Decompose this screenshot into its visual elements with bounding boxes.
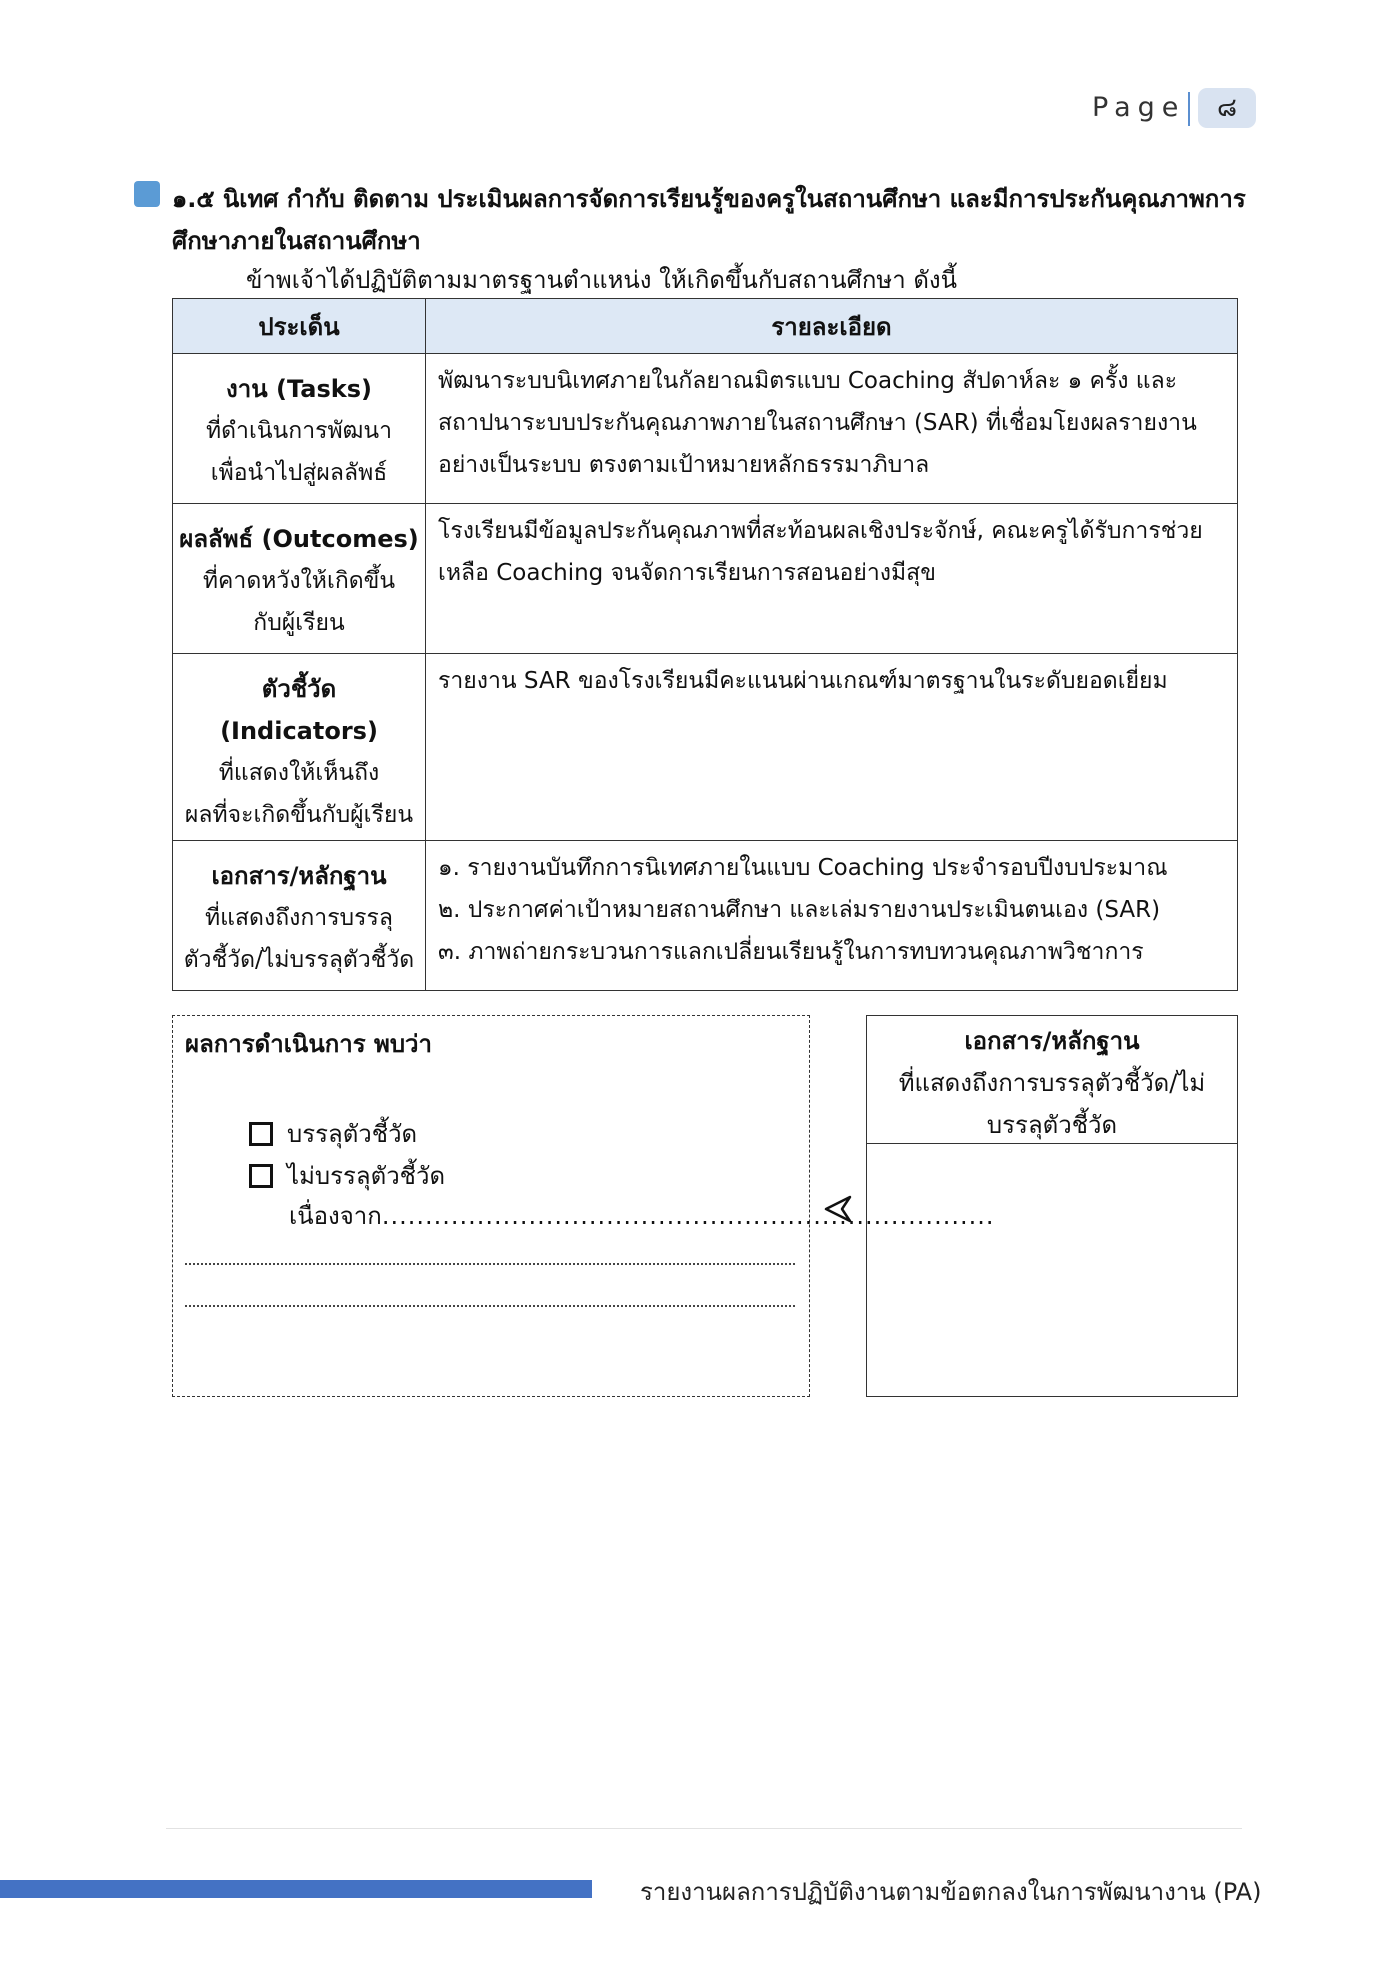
evidence-box-subtitle: ที่แสดงถึงการบรรลุตัวชี้วัด/ไม่ [898, 1069, 1206, 1097]
row-sub: ที่ดำเนินการพัฒนา [205, 418, 393, 444]
evidence-box-header [867, 1016, 1237, 1144]
evidence-item: ๒. ประกาศค่าเป้าหมายสถานศึกษา และเล่มรายงานประเมินตนเอง (SAR) [438, 897, 1161, 923]
row-topic [173, 841, 426, 991]
table-row [173, 654, 1238, 841]
table-header-row [173, 299, 1238, 354]
row-detail: รายงาน SAR ของโรงเรียนมีคะแนนผ่านเกณฑ์มาตรฐานในระดับยอดเยี่ยม [426, 654, 1238, 841]
option-achieved[interactable] [249, 1114, 417, 1153]
header-detail: รายละเอียด [426, 299, 1238, 354]
row-sub: ที่คาดหวังให้เกิดขึ้น [202, 568, 396, 594]
option-achieved-label: บรรลุตัวชี้วัด [287, 1120, 418, 1148]
row-detail: พัฒนาระบบนิเทศภายในกัลยาณมิตรแบบ Coaching สัปดาห์ละ ๑ ครั้ง และสถาปนาระบบประกันคุณภาพภายในสถานศึกษา (SAR) ที่เชื่อมโยงผลรายงานอย่างเป็นระบบ ตรงตามเป้าหมายหลักธรรมาภิบาล [426, 354, 1238, 504]
table-row [173, 354, 1238, 504]
footer-text: รายงานผลการปฏิบัติงานตามข้อตกลงในการพัฒนางาน (PA) [640, 1878, 1262, 1906]
section-heading: ๑.๕ นิเทศ กำกับ ติดตาม ประเมินผลการจัดการเรียนรู้ของครูในสถานศึกษา และมีการประกันคุณภาพการศึกษาภายในสถานศึกษา [172, 185, 1246, 255]
because-label: เนื่องจาก [289, 1202, 382, 1230]
section-bullet-icon [134, 181, 160, 207]
evidence-box-subtitle: บรรลุตัวชี้วัด [986, 1111, 1118, 1139]
evidence-item: ๑. รายงานบันทึกการนิเทศภายในแบบ Coaching ประจำรอบปีงบประมาณ [438, 855, 1168, 881]
page-number: ๘ [1198, 88, 1256, 128]
row-sub: ที่แสดงถึงการบรรลุ [205, 905, 393, 931]
because-dots: ....................................................................... [381, 1202, 995, 1230]
option-not-achieved[interactable] [249, 1156, 445, 1195]
row-title: ตัวชี้วัด (Indicators) [220, 675, 378, 745]
checkbox-achieved[interactable] [249, 1122, 273, 1146]
row-title: เอกสาร/หลักฐาน [211, 862, 387, 890]
table-row [173, 841, 1238, 991]
row-topic [173, 354, 426, 504]
row-detail: โรงเรียนมีข้อมูลประกันคุณภาพที่สะท้อนผลเชิงประจักษ์, คณะครูได้รับการช่วยเหลือ Coaching จนจัดการเรียนการสอนอย่างมีสุข [426, 504, 1238, 654]
option-not-achieved-label: ไม่บรรลุตัวชี้วัด [287, 1162, 446, 1190]
row-topic [173, 654, 426, 841]
row-sub: กับผู้เรียน [253, 610, 345, 636]
header-topic: ประเด็น [173, 299, 426, 354]
evidence-box [866, 1015, 1238, 1397]
checkbox-not-achieved[interactable] [249, 1164, 273, 1188]
evidence-box-content[interactable] [867, 1144, 1237, 1394]
row-sub: เพื่อนำไปสู่ผลลัพธ์ [210, 460, 388, 486]
table-row [173, 504, 1238, 654]
row-detail [426, 841, 1238, 991]
result-box [172, 1015, 995, 1397]
evidence-item: ๓. ภาพถ่ายกระบวนการแลกเปลี่ยนเรียนรู้ในการทบทวนคุณภาพวิชาการ [438, 939, 1144, 965]
standards-table [172, 298, 1238, 991]
row-topic [173, 504, 426, 654]
footer-bar [0, 1880, 592, 1898]
page-separator [1188, 92, 1190, 126]
row-sub: ที่แสดงให้เห็นถึง [218, 760, 380, 786]
row-sub: ตัวชี้วัด/ไม่บรรลุตัวชี้วัด [183, 947, 415, 973]
section-intro: ข้าพเจ้าได้ปฏิบัติตามมาตรฐานตำแหน่ง ให้เกิดขึ้นกับสถานศึกษา ดังนี้ [246, 266, 958, 294]
row-title: งาน (Tasks) [226, 375, 372, 403]
row-title: ผลลัพธ์ (Outcomes) [179, 525, 419, 553]
fill-line[interactable] [185, 1304, 795, 1307]
fill-line[interactable] [185, 1262, 795, 1265]
arrow-left-icon [822, 1193, 854, 1225]
evidence-box-title: เอกสาร/หลักฐาน [964, 1027, 1140, 1055]
row-sub: ผลที่จะเกิดขึ้นกับผู้เรียน [184, 802, 414, 828]
footer-divider [166, 1828, 1242, 1829]
page-label: Page [1092, 92, 1186, 123]
result-title: ผลการดำเนินการ พบว่า [185, 1030, 433, 1058]
